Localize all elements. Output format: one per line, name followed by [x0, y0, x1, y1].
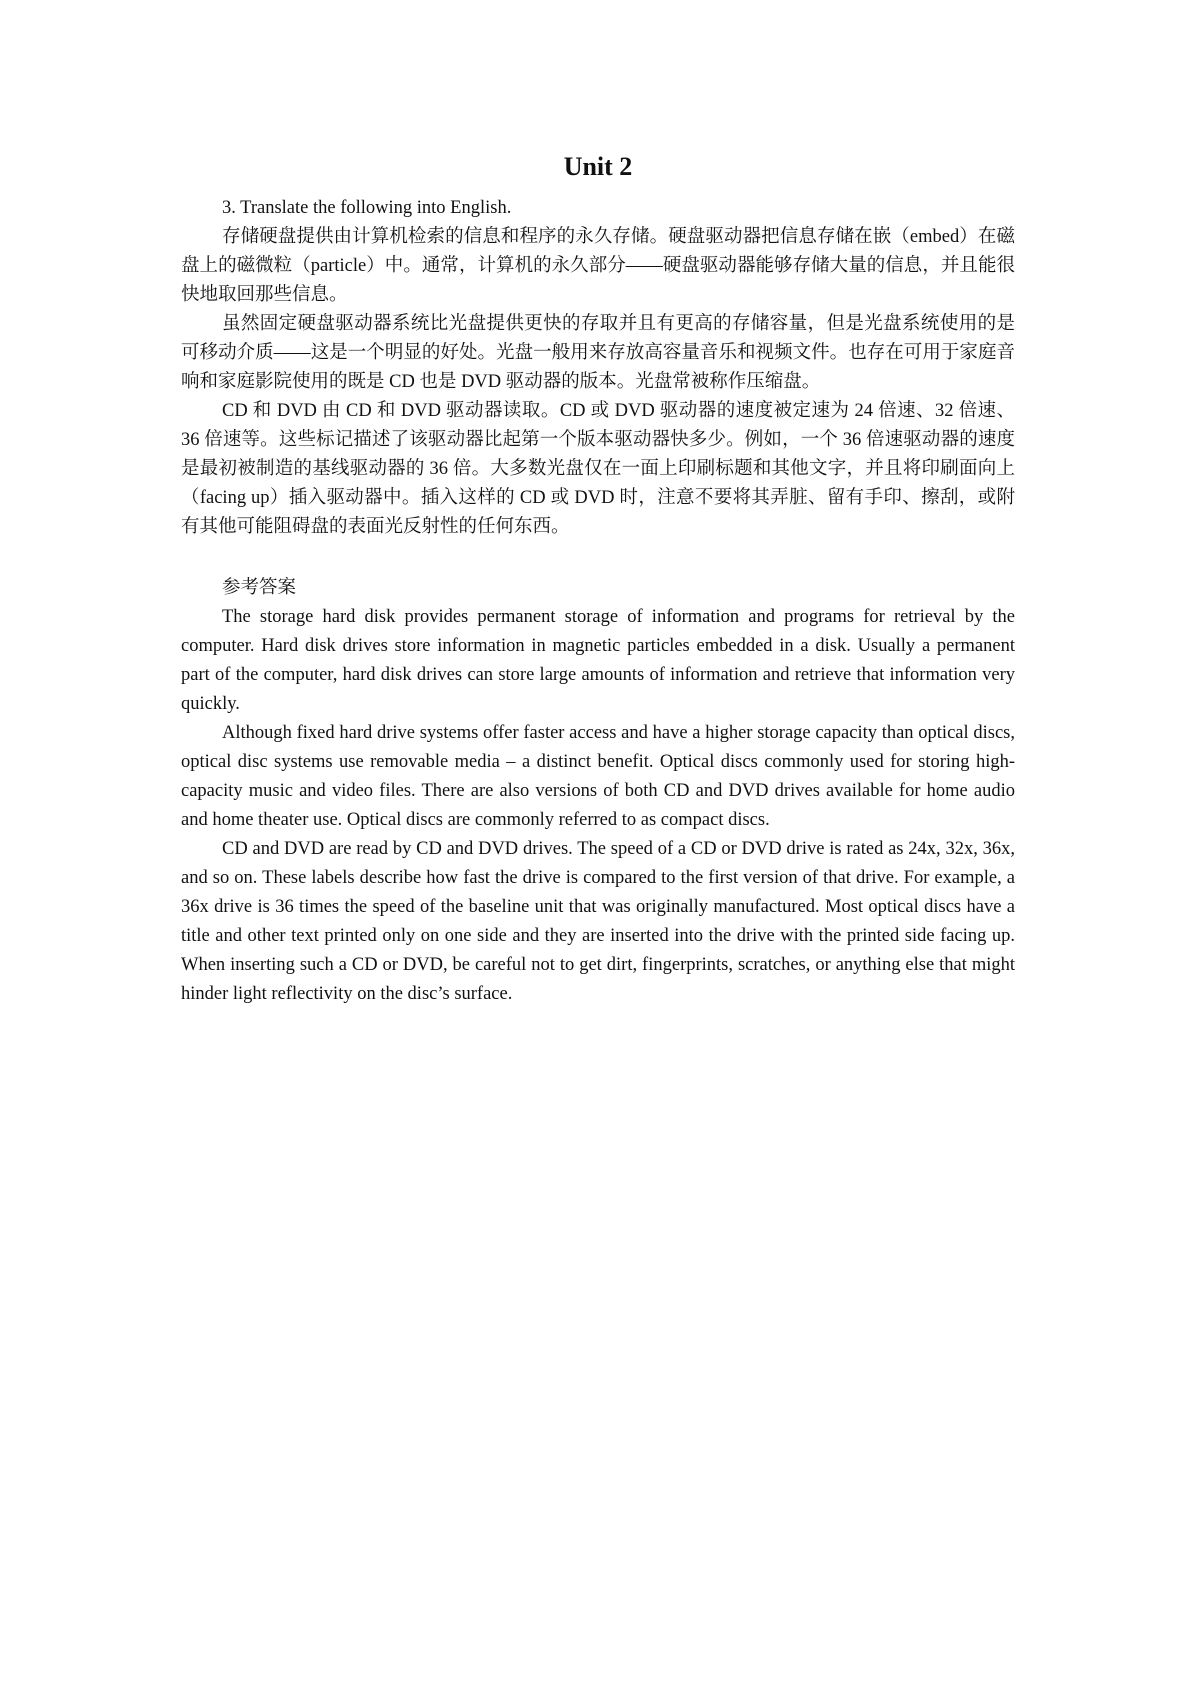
exercise-instruction: 3. Translate the following into English.	[222, 198, 512, 218]
source-paragraph: 虽然固定硬盘驱动器系统比光盘提供更快的存取并且有更高的存储容量，但是光盘系统使用的是可移动介质——这是一个明显的好处。光盘一般用来存放高容量音乐和视频文件。也存在可用于家庭音响和家庭影院使用的既是 CD 也是 DVD 驱动器的版本。光盘常被称作压缩盘。	[181, 314, 1015, 392]
page-title: Unit 2	[563, 152, 633, 181]
source-text	[181, 223, 1015, 542]
source-paragraph: CD 和 DVD 由 CD 和 DVD 驱动器读取。CD 或 DVD 驱动器的速度被定速为 24 倍速、32 倍速、36 倍速等。这些标记描述了该驱动器比起第一个版本驱动器快多少。例如，一个 36 倍速驱动器的速度是最初被制造的基线驱动器的 36 倍。大多数光盘仅在一面上印刷标题和其他文字，并且将印刷面向上（facing up）插入驱动器中。插入这样的 CD 或 DVD 时，注意不要将其弄脏、留有手印、擦刮，或附有其他可能阻碍盘的表面光反射性的任何东西。	[181, 401, 1015, 537]
answer-text	[181, 603, 1015, 1009]
answer-paragraph: Although fixed hard drive systems offer faster access and have a higher storage capacity than optical discs, optical disc systems use removable media – a distinct benefit. Optical discs commonly used for storing high-capacity music and video files. There are also versions of both CD and DVD drives available for home audio and home theater use. Optical discs are commonly referred to as compact discs.	[181, 723, 1015, 830]
source-paragraph: 存储硬盘提供由计算机检索的信息和程序的永久存储。硬盘驱动器把信息存储在嵌（embed）在磁盘上的磁微粒（particle）中。通常，计算机的永久部分——硬盘驱动器能够存储大量的信息，并且能很快地取回那些信息。	[181, 227, 1015, 305]
answer-paragraph: The storage hard disk provides permanent storage of information and programs for retrieval by the computer. Hard disk drives store information in magnetic particles embedded in a disk. Usually a permanent part of the computer, hard disk drives can store large amounts of information and retrieve that information very quickly.	[181, 607, 1015, 714]
answer-heading: 参考答案	[222, 578, 297, 598]
answer-paragraph: CD and DVD are read by CD and DVD drives. The speed of a CD or DVD drive is rated as 24x, 32x, 36x, and so on. These labels describe how fast the drive is compared to the first version of that drive. For example, a 36x drive is 36 times the speed of the baseline unit that was originally manufactured. Most optical discs have a title and other text printed only on one side and they are inserted into the drive with the printed side facing up. When inserting such a CD or DVD, be careful not to get dirt, fingerprints, scratches, or anything else that might hinder light reflectivity on the disc’s surface.	[181, 839, 1015, 1004]
document-page	[181, 150, 1015, 1009]
